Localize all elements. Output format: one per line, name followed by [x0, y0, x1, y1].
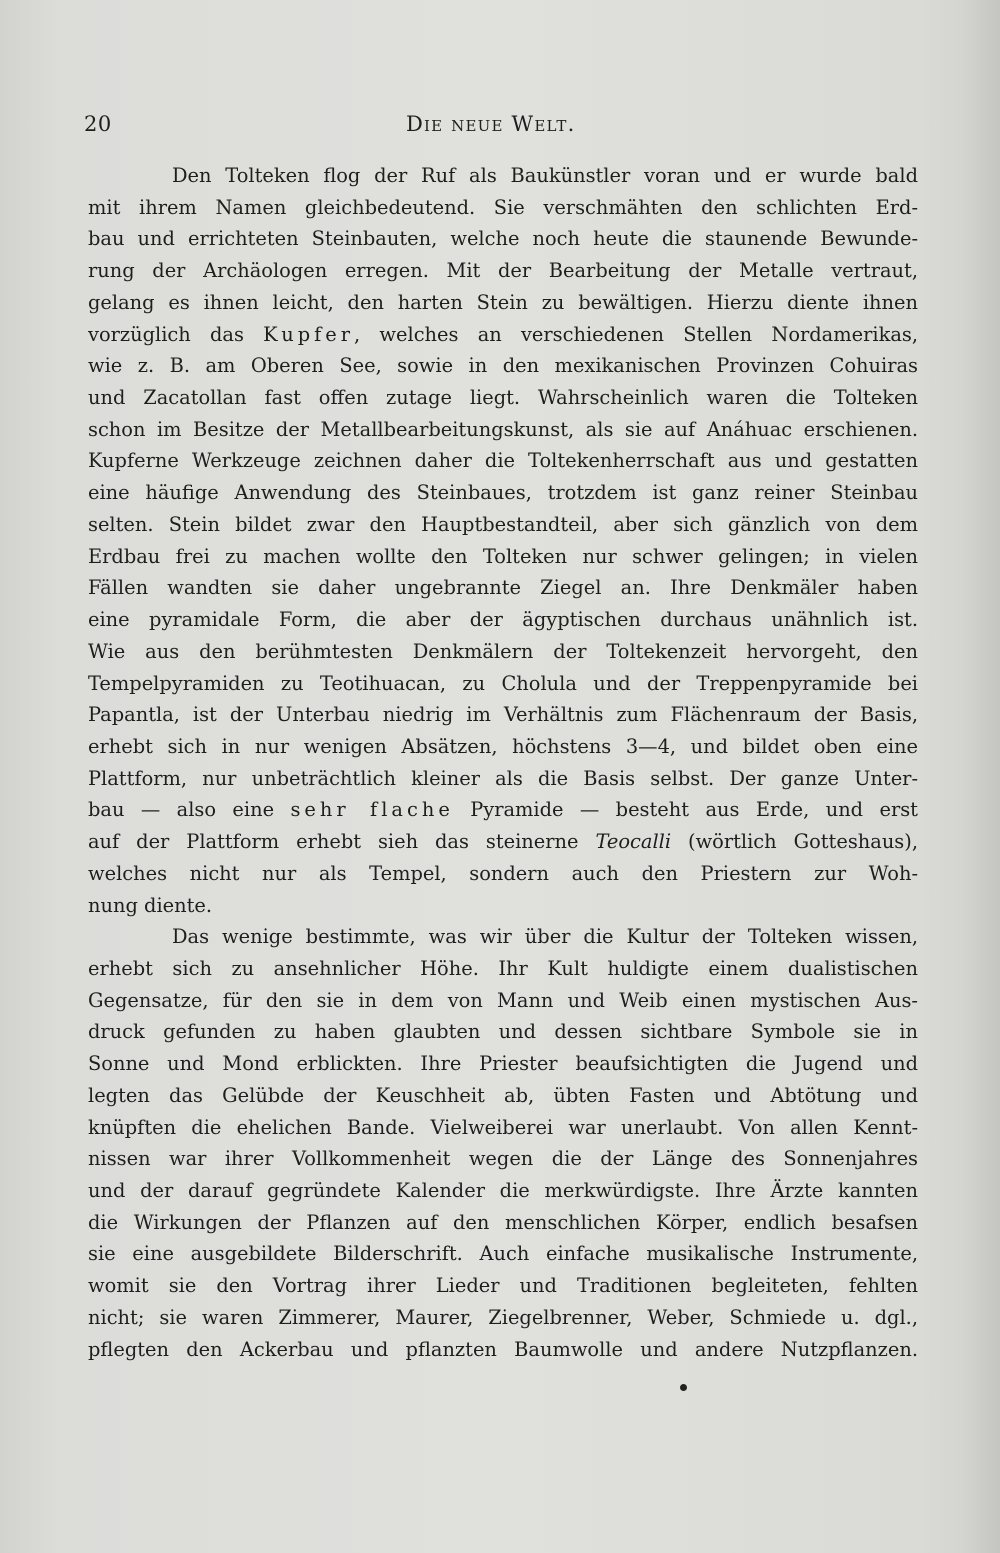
- text-line: wie z. B. am Oberen See, sowie in den mexikanischen Provinzen Cohuiras: [88, 354, 918, 378]
- text-line: legten das Gelübde der Keuschheit ab, übten Fasten und Abtötung und: [88, 1083, 918, 1107]
- text-line: pflegten den Ackerbau und pflanzten Baumwolle und andere Nutzpflanzen.: [88, 1337, 918, 1361]
- text-line: nissen war ihrer Vollkommenheit wegen die der Länge des Sonnenjahres: [88, 1147, 918, 1171]
- text-line: knüpften die ehelichen Bande. Vielweiberei war unerlaubt. Von allen Kennt-: [88, 1115, 918, 1139]
- text-line: die Wirkungen der Pflanzen auf den menschlichen Körper, endlich besafsen: [88, 1210, 918, 1234]
- emphasized-phrase: sehr flache: [290, 798, 454, 822]
- text-line: nung diente.: [88, 893, 213, 917]
- text-line: rung der Archäologen erregen. Mit der Bearbeitung der Metalle vertraut,: [88, 259, 918, 283]
- text-line: [88, 794, 918, 826]
- text-line: Sonne und Mond erblickten. Ihre Priester beaufsichtigten die Jugend und: [88, 1052, 918, 1076]
- text-line: Wie aus den berühmtesten Denkmälern der Toltekenzeit hervorgeht, den: [88, 639, 918, 663]
- text-line: und Zacatollan fast offen zutage liegt. Wahrscheinlich waren die Tolteken: [88, 386, 918, 410]
- text-run: bau — also eine: [88, 798, 291, 822]
- print-dot-mark: [680, 1384, 687, 1391]
- page-header: [84, 108, 920, 142]
- text-line: welches nicht nur als Tempel, sondern auch den Priestern zur Woh-: [88, 861, 918, 885]
- text-line: womit sie den Vortrag ihrer Lieder und Traditionen begleiteten, fehlten: [88, 1274, 918, 1298]
- text-line: Den Tolteken flog der Ruf als Baukünstler voran und er wurde bald: [172, 164, 918, 187]
- text-line: Plattform, nur unbeträchtlich kleiner als die Basis selbst. Der ganze Unter-: [88, 766, 918, 790]
- body-text: [88, 160, 918, 1365]
- text-line: sie eine ausgebildete Bilderschrift. Auch einfache musikalische Instrumente,: [88, 1242, 918, 1266]
- page-edge-shadow: [960, 0, 1000, 1553]
- text-run: , welches an verschiedenen Stellen Nordamerikas,: [354, 322, 918, 346]
- text-line: nicht; sie waren Zimmerer, Maurer, Ziegelbrenner, Weber, Schmiede u. dgl.,: [88, 1305, 918, 1329]
- text-line: druck gefunden zu haben glaubten und dessen sichtbare Symbole sie in: [88, 1020, 918, 1044]
- text-line: und der darauf gegründete Kalender die merkwürdigste. Ihre Ärzte kannten: [88, 1179, 918, 1202]
- emphasized-word: Kupfer: [263, 322, 355, 346]
- text-line: Papantla, ist der Unterbau niedrig im Verhältnis zum Flächenraum der Basis,: [88, 703, 918, 727]
- text-line: [88, 826, 918, 858]
- text-run: auf der Plattform erhebt sieh das steinerne: [88, 830, 596, 854]
- text-run: Pyramide — besteht aus Erde, und erst: [453, 798, 918, 822]
- page-number: 20: [84, 112, 112, 136]
- text-line: mit ihrem Namen gleichbedeutend. Sie verschmähten den schlichten Erd-: [88, 195, 918, 219]
- text-line: bau und errichteten Steinbauten, welche noch heute die staunende Bewunde-: [88, 227, 918, 251]
- text-line: Erdbau frei zu machen wollte den Tolteken nur schwer gelingen; in vielen: [88, 544, 918, 568]
- text-line: [88, 319, 918, 351]
- text-line: erhebt sich in nur wenigen Absätzen, höchstens 3—4, und bildet oben eine: [88, 734, 918, 758]
- text-line: selten. Stein bildet zwar den Hauptbestandteil, aber sich gänzlich von dem: [88, 512, 918, 536]
- text-line: Fällen wandten sie daher ungebrannte Ziegel an. Ihre Denkmäler haben: [88, 576, 918, 600]
- text-line: gelang es ihnen leicht, den harten Stein zu bewältigen. Hierzu diente ihnen: [88, 290, 918, 314]
- text-line: erhebt sich zu ansehnlicher Höhe. Ihr Kult huldigte einem dualistischen: [88, 956, 918, 980]
- text-line: Gegensatze, für den sie in dem von Mann und Weib einen mystischen Aus-: [88, 988, 918, 1012]
- running-title: Die neue Welt.: [406, 112, 576, 136]
- text-line: eine pyramidale Form, die aber der ägyptischen durchaus unähnlich ist.: [88, 608, 918, 632]
- text-line: Kupferne Werkzeuge zeichnen daher die Toltekenherrschaft aus und gestatten: [88, 449, 918, 473]
- text-line: schon im Besitze der Metallbearbeitungskunst, als sie auf Anáhuac erschienen.: [88, 417, 918, 441]
- text-run: vorzüglich das: [88, 322, 264, 346]
- text-run: (wörtlich Gotteshaus),: [671, 830, 918, 854]
- text-line: Tempelpyramiden zu Teotihuacan, zu Cholula und der Treppenpyramide bei: [88, 671, 918, 695]
- text-line: Das wenige bestimmte, was wir über die Kultur der Tolteken wissen,: [172, 925, 918, 949]
- text-line: eine häufige Anwendung des Steinbaues, trotzdem ist ganz reiner Steinbau: [88, 481, 918, 505]
- italic-term: Teocalli: [595, 830, 672, 854]
